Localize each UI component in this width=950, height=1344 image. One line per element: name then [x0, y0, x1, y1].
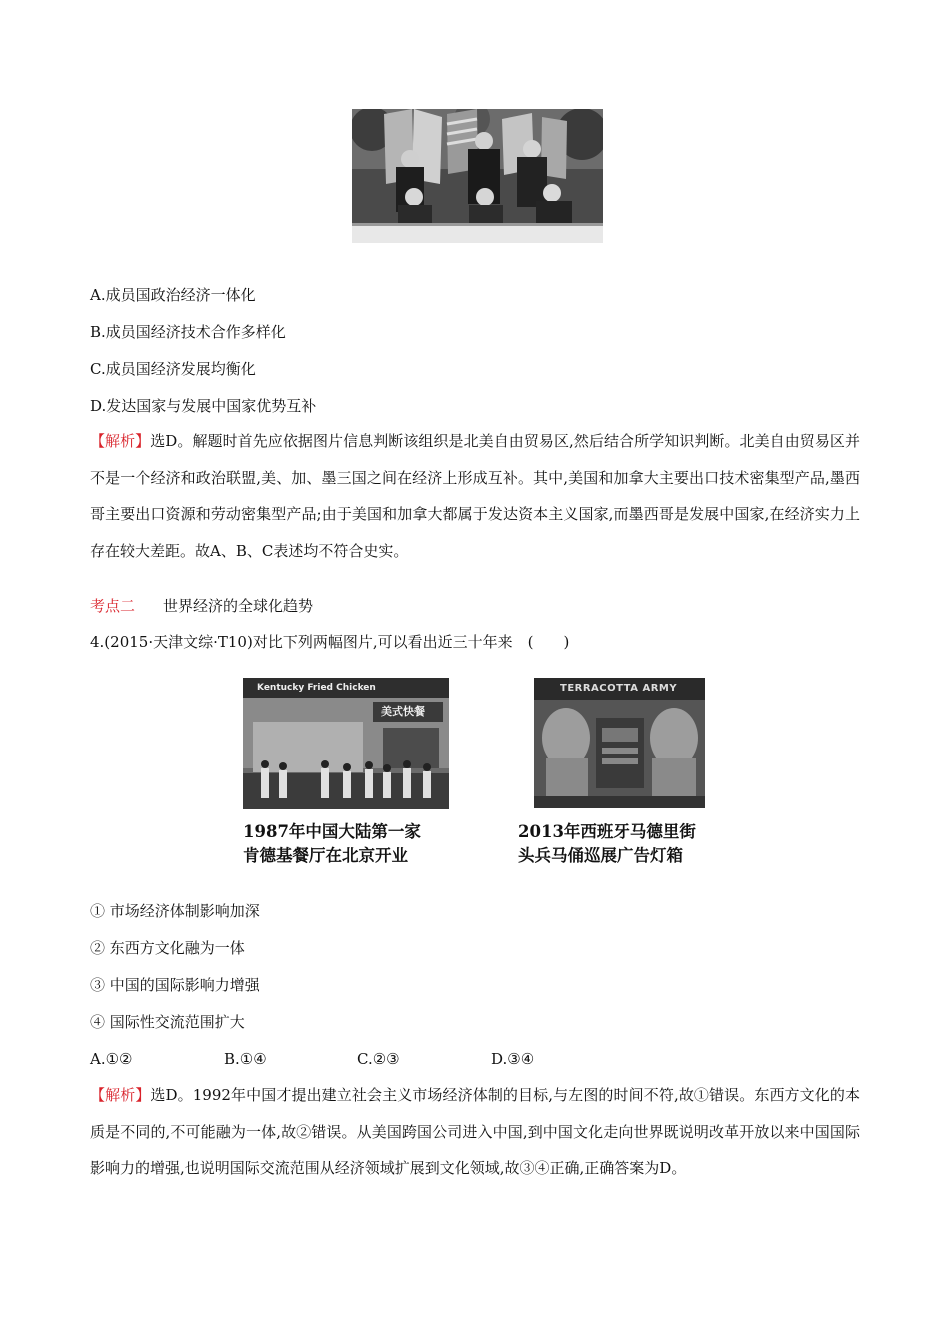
statement-2: ② 东西方文化融为一体 — [90, 939, 245, 957]
left-caption-line2: 肯德基餐厅在北京开业 — [243, 846, 408, 865]
analysis-tag: 【解析】 — [90, 1086, 151, 1104]
choice-b: B.①④ — [224, 1050, 267, 1068]
choice-d: D.③④ — [491, 1050, 535, 1068]
terracotta-ad-photo — [534, 678, 705, 808]
kfc-sign-text: Kentucky Fried Chicken — [257, 683, 376, 693]
analysis-text: 选D。1992年中国才提出建立社会主义市场经济体制的目标,与左图的时间不符,故①错误。东西方文化的本质是不同的,不可能融为一体,故②错误。从美国跨国公司进入中国,到中国文化走向世界既说明改革开放以来中国国际影响力的增强,也说明国际交流范围从经济领域扩展到文化领域,故③④正确,正确答案为D。 — [90, 1086, 860, 1177]
analysis-text: 选D。解题时首先应依据图片信息判断该组织是北美自由贸易区,然后结合所学知识判断。北美自由贸易区并不是一个经济和政治联盟,美、加、墨三国之间在经济上形成互补。其中,美国和加拿大主要出口技术密集型产品,墨西哥主要出口资源和劳动密集型产品;由于美国和加拿大都属于发达资本主义国家,而墨西哥是发展中国家,在经济实力上存在较大差距。故A、B、C表述均不符合史实。 — [90, 432, 860, 560]
statement-1: ① 市场经济体制影响加深 — [90, 902, 260, 920]
right-caption-line1: 2013年西班牙马德里街 — [518, 822, 696, 841]
choice-a: A.①② — [90, 1050, 133, 1068]
option-d: D.发达国家与发展中国家优势互补 — [90, 397, 317, 415]
q4-stem: 4.(2015·天津文综·T10)对比下列两幅图片,可以看出近三十年来 ( ) — [90, 633, 570, 651]
option-b: B.成员国经济技术合作多样化 — [90, 323, 286, 341]
right-caption-line2: 头兵马俑巡展广告灯箱 — [518, 846, 683, 865]
choice-c: C.②③ — [357, 1050, 400, 1068]
left-caption-line1: 1987年中国大陆第一家 — [243, 822, 421, 841]
kfc-beijing-photo — [243, 678, 449, 809]
q4-analysis — [90, 1077, 860, 1187]
statement-3: ③ 中国的国际影响力增强 — [90, 976, 260, 994]
kfc-sign-chinese: 美式快餐 — [381, 705, 425, 718]
option-c: C.成员国经济发展均衡化 — [90, 360, 256, 378]
q3-analysis — [90, 423, 860, 569]
section-heading — [90, 596, 860, 616]
statement-4: ④ 国际性交流范围扩大 — [90, 1013, 245, 1031]
section-label: 考点二 — [90, 597, 136, 615]
nafta-signing-photo — [352, 109, 603, 243]
section-title: 世界经济的全球化趋势 — [163, 597, 314, 615]
analysis-tag: 【解析】 — [90, 432, 151, 450]
option-a: A.成员国政治经济一体化 — [90, 286, 256, 304]
terracotta-sign-text: TERRACOTTA ARMY — [560, 683, 678, 694]
